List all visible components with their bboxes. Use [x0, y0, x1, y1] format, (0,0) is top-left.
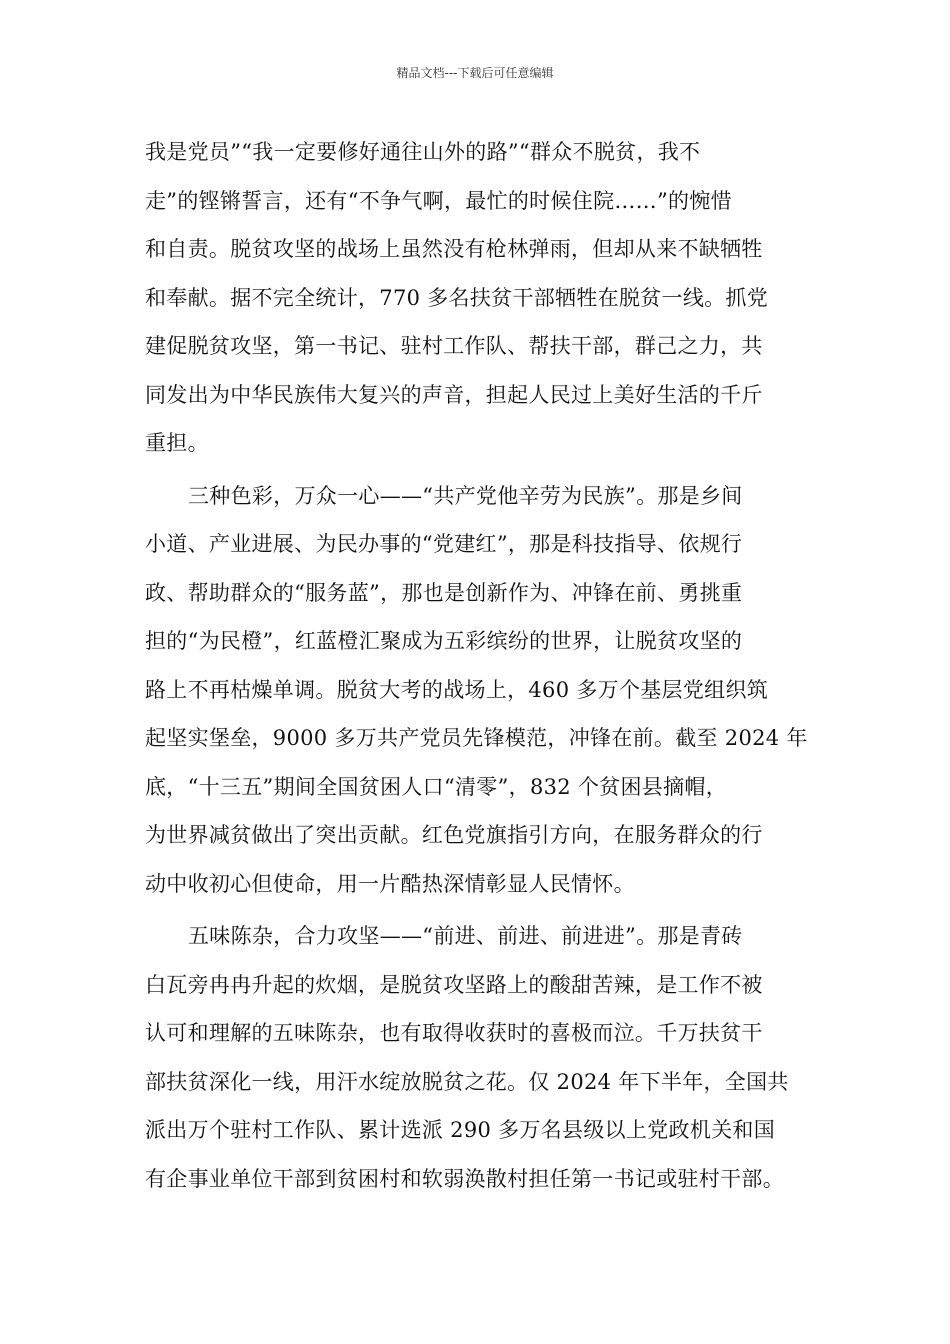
paragraph [145, 916, 845, 1207]
text-line: 和自责。脱贫攻坚的战场上虽然没有枪林弹雨，但却从来不缺牺牲 [145, 237, 763, 261]
text-line: 同发出为中华民族伟大复兴的声音，担起人民过上美好生活的千斤 [145, 382, 763, 407]
text-line: 我是党员”“我一定要修好通往山外的路”“群众不脱贫，我不 [145, 140, 701, 164]
text-line: 路上不再枯燥单调。脱贫大考的战场上，460 多万个基层党组织筑 [145, 677, 769, 702]
text-line: 底，“十三五”期间全国贫困人口“清零”，832 个贫困县摘帽， [145, 774, 727, 799]
text-line: 政、帮助群众的“服务蓝”，那也是创新作为、冲锋在前、勇挑重 [145, 580, 743, 605]
text-line: 有企事业单位干部到贫困村和软弱涣散村担任第一书记或驻村干部。 [145, 1166, 784, 1191]
text-line: 走”的铿锵誓言，还有“不争气啊，最忙的时候住院……”的惋惜 [145, 188, 732, 213]
text-line: 建促脱贫攻坚，第一书记、驻村工作队、帮扶干部，群己之力，共 [145, 334, 763, 358]
text-line: 白瓦旁冉冉升起的炊烟，是脱贫攻坚路上的酸甜苦辣，是工作不被 [145, 972, 763, 997]
text-line: 派出万个驻村工作队、累计选派 290 多万名县级以上党政机关和国 [145, 1118, 776, 1142]
document-body [145, 132, 845, 1207]
paragraph [145, 476, 845, 913]
text-line: 三种色彩，万众一心——“共产党他辛劳为民族”。那是乡间 [188, 483, 743, 508]
text-line: 部扶贫深化一线，用汗水绽放脱贫之花。仅 2024 年下半年，全国共 [145, 1069, 789, 1094]
text-line: 重担。 [145, 431, 209, 455]
paragraph [145, 132, 845, 472]
text-line: 起坚实堡垒，9000 多万共产党员先锋模范，冲锋在前。截至 2024 年 [145, 726, 808, 750]
page-header: 精品文档---下载后可任意编辑 [396, 66, 554, 80]
text-line: 五味陈杂，合力攻坚——“前进、前进、前进进”。那是青砖 [188, 924, 743, 948]
text-line: 认可和理解的五味陈杂，也有取得收获时的喜极而泣。千万扶贫干 [145, 1021, 763, 1045]
text-line: 小道、产业进展、为民办事的“党建红”，那是科技指导、依规行 [145, 532, 743, 556]
text-line: 担的“为民橙”，红蓝橙汇聚成为五彩缤纷的世界，让脱贫攻坚的 [145, 629, 743, 653]
text-line: 和奉献。据不完全统计，770 多名扶贫干部牺牲在脱贫一线。抓党 [145, 285, 769, 310]
text-line: 动中收初心但使命，用一片酷热深情彰显人民情怀。 [145, 871, 635, 896]
text-line: 为世界减贫做出了突出贡献。红色党旗指引方向，在服务群众的行 [145, 823, 763, 847]
